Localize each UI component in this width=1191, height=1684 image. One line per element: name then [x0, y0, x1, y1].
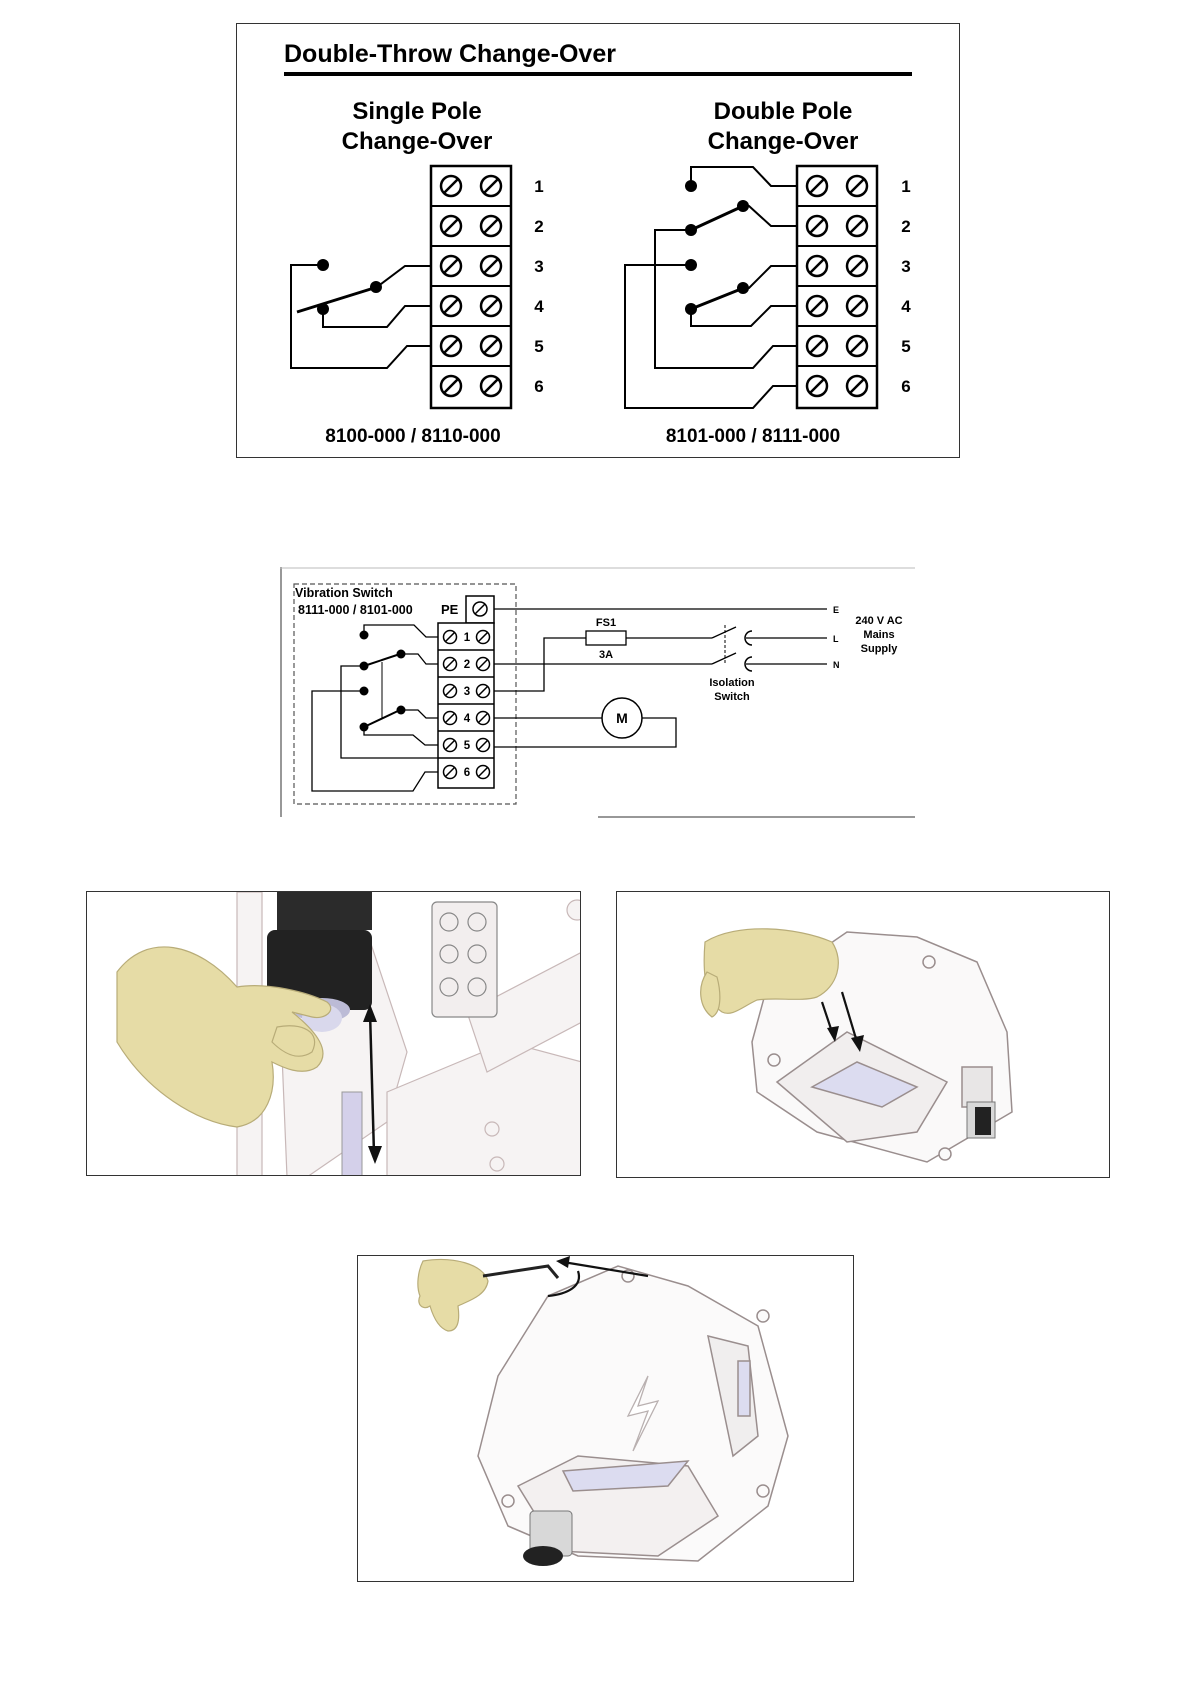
switch-contact-6	[360, 723, 369, 732]
enclosure-title-line1: Vibration Switch	[295, 586, 393, 600]
switch-contact-1	[360, 631, 369, 640]
dp-contact-6	[685, 303, 697, 315]
terminal-connectors	[432, 902, 497, 1017]
single-pole-terminal-block	[431, 166, 511, 408]
terminal-label-6: 6	[463, 767, 471, 779]
single-pole-part-number: 8100-000 / 8110-000	[325, 426, 501, 447]
live-label: L	[833, 634, 839, 644]
external-wiring	[494, 609, 827, 747]
sp-contact-no	[370, 281, 382, 293]
dp-terminal-1: 1	[901, 177, 911, 196]
double-pole-heading-line1: Double Pole	[713, 98, 853, 125]
terminal-label-4: 4	[463, 713, 471, 725]
pe-label: PE	[441, 602, 459, 617]
terminal-label-5: 5	[463, 740, 471, 752]
supply-label-line2: Mains	[863, 629, 895, 641]
fuse-name: FS1	[595, 617, 617, 629]
hex-key-illustration	[357, 1255, 854, 1582]
fuse-symbol	[586, 631, 626, 645]
dp-terminal-5: 5	[901, 337, 911, 356]
wiring-diagram	[280, 567, 915, 822]
single-pole-heading-line1: Single Pole	[352, 98, 482, 125]
single-pole-heading-line2: Change-Over	[341, 128, 493, 155]
plug-removal-illustration	[86, 891, 581, 1176]
isolation-label-line1: Isolation	[709, 677, 755, 689]
dp-contact-4	[685, 259, 697, 271]
hex-key-drawing	[358, 1256, 854, 1582]
terminal-label-1: 1	[463, 632, 471, 644]
switch-contact-4	[360, 687, 369, 696]
dp-contact-1	[685, 180, 697, 192]
single-pole-wiring	[291, 265, 431, 368]
sp-terminal-4: 4	[534, 297, 544, 316]
motor-label: M	[616, 710, 628, 726]
double-pole-terminal-block	[797, 166, 877, 408]
switch-contact-5	[397, 706, 406, 715]
cable-gland	[523, 1511, 572, 1566]
dp-contact-3	[685, 224, 697, 236]
dp-contact-2	[737, 200, 749, 212]
dp-contact-5	[737, 282, 749, 294]
hand	[418, 1260, 488, 1331]
terminal-label-3: 3	[463, 686, 471, 698]
internal-switch-wiring	[312, 625, 438, 791]
sp-terminal-5: 5	[534, 337, 544, 356]
earth-label: E	[833, 605, 840, 615]
lid-removal-illustration	[616, 891, 1110, 1178]
neutral-label: N	[833, 660, 840, 670]
enclosure-title-line2: 8111-000 / 8101-000	[298, 603, 413, 617]
dp-terminal-3: 3	[901, 257, 911, 276]
sensor-slot	[342, 1092, 362, 1176]
supply-label-line1: 240 V AC	[855, 615, 903, 627]
fuse-rating: 3A	[598, 649, 614, 661]
sp-terminal-6: 6	[534, 377, 544, 396]
cable-gland	[967, 1102, 995, 1138]
dp-terminal-4: 4	[901, 297, 911, 316]
wiring-diagram-figure	[280, 567, 915, 822]
sp-terminal-1: 1	[534, 177, 544, 196]
switch-contact-3	[360, 662, 369, 671]
plug-removal-drawing	[87, 892, 581, 1176]
switch-contact-2	[397, 650, 406, 659]
terminal-label-2: 2	[463, 659, 471, 671]
changeover-diagram	[237, 24, 961, 459]
double-pole-wiring	[625, 167, 797, 408]
dp-terminal-6: 6	[901, 377, 911, 396]
dp-terminal-2: 2	[901, 217, 911, 236]
hex-key	[483, 1266, 558, 1278]
supply-label-line3: Supply	[860, 643, 898, 655]
double-throw-changeover-figure	[236, 23, 960, 458]
lid-removal-drawing	[617, 892, 1110, 1178]
sp-terminal-2: 2	[534, 217, 544, 236]
figure-title: Double-Throw Change-Over	[284, 40, 616, 68]
sp-contact-common	[317, 303, 329, 315]
double-pole-heading-line2: Change-Over	[707, 128, 859, 155]
double-pole-part-number: 8101-000 / 8111-000	[665, 426, 841, 447]
sp-terminal-3: 3	[534, 257, 544, 276]
sp-contact-nc	[317, 259, 329, 271]
isolation-label-line2: Switch	[714, 691, 750, 703]
